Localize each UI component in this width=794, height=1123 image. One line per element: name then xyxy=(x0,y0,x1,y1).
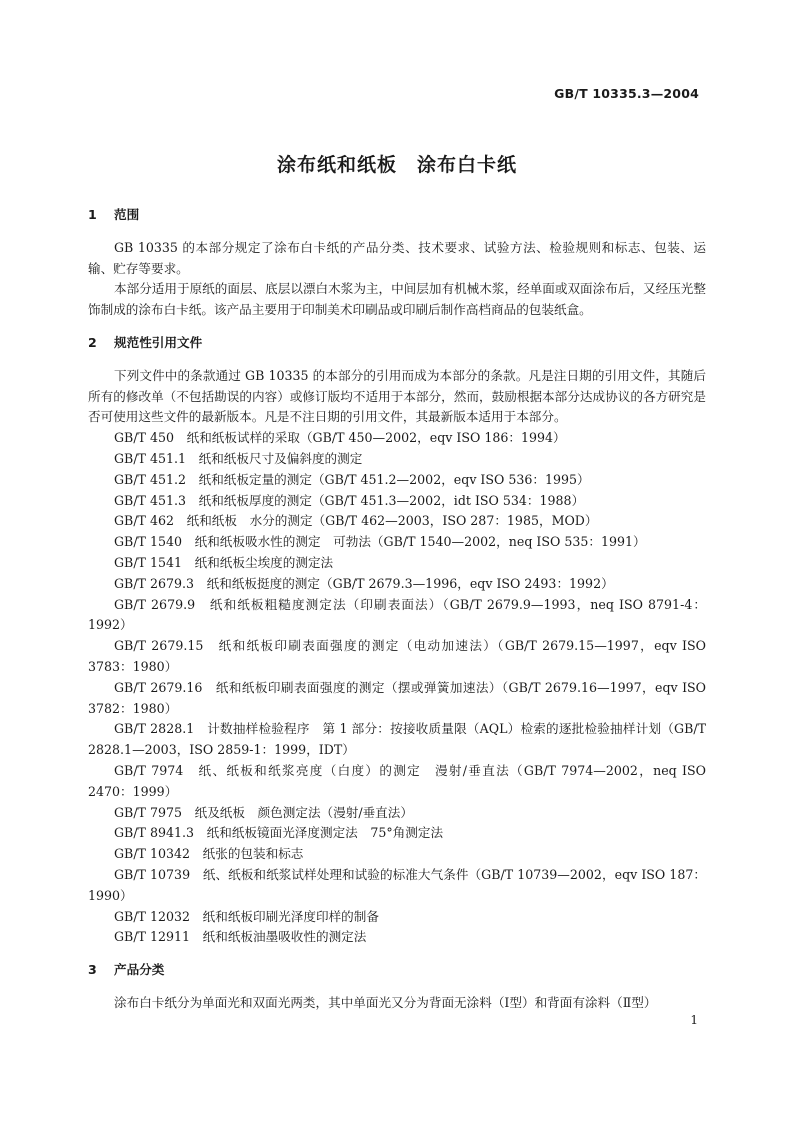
reference-gap xyxy=(174,430,187,445)
reference-code: GB/T 1541 xyxy=(114,554,183,570)
standard-number-header: GB/T 10335.3—2004 xyxy=(554,86,699,101)
reference-code: GB/T 2679.15 xyxy=(114,638,204,654)
reference-code: GB/T 2679.3 xyxy=(114,575,195,591)
reference-gap xyxy=(190,846,203,861)
reference-title: 纸和纸板印刷表面强度的测定（摆或弹簧加速法）（GB/T 2679.16—1997，eqv ISO 3782：1980） xyxy=(88,679,706,716)
reference-title: 纸和纸板油墨吸收性的测定法 xyxy=(202,929,367,945)
reference-title: 纸和纸板吸水性的测定 可勃法（GB/T 1540—2002，neq ISO 535：1991） xyxy=(194,534,646,550)
reference-item xyxy=(88,803,706,824)
reference-title: 纸和纸板定量的测定（GB/T 451.2—2002，eqv ISO 536：1995） xyxy=(198,471,590,487)
reference-title: 纸和纸板尘埃度的测定法 xyxy=(194,554,334,570)
reference-gap xyxy=(182,555,195,570)
reference-item xyxy=(88,719,706,761)
reference-gap xyxy=(194,825,207,840)
reference-item xyxy=(88,865,706,907)
reference-title: 纸和纸板印刷表面强度的测定（电动加速法）（GB/T 2679.15—1997，eqv ISO 3783：1980） xyxy=(88,638,706,674)
section-title: 范围 xyxy=(114,207,140,222)
reference-title: 纸、纸板和纸浆试样处理和试验的标准大气条件（GB/T 10739—2002，eqv ISO 187：1990） xyxy=(88,866,706,903)
section-title: 产品分类 xyxy=(114,962,165,978)
reference-code: GB/T 7974 xyxy=(114,762,184,778)
reference-gap xyxy=(186,451,199,466)
reference-title: 纸和纸板挺度的测定（GB/T 2679.3—1996，eqv ISO 2493：1992） xyxy=(206,575,614,591)
reference-item xyxy=(88,927,706,948)
reference-gap xyxy=(182,805,195,820)
reference-gap xyxy=(186,493,199,508)
reference-title: 纸和纸板厚度的测定（GB/T 451.3—2002，idt ISO 534：1988） xyxy=(198,492,585,508)
reference-gap xyxy=(190,929,203,944)
scope-paragraph-1: GB 10335 的本部分规定了涂布白卡纸的产品分类、技术要求、试验方法、检验规则和标志、包装、运输、贮存等要求。 xyxy=(88,239,706,276)
reference-item xyxy=(88,470,706,491)
reference-title: 纸及纸板 颜色测定法（漫射/垂直法） xyxy=(194,804,413,820)
reference-gap xyxy=(195,597,210,612)
reference-item xyxy=(88,574,706,595)
reference-list xyxy=(88,428,706,948)
section-number: 2 xyxy=(88,334,97,350)
reference-title: 纸和纸板印刷光泽度印样的制备 xyxy=(202,908,379,924)
section-heading-scope xyxy=(88,205,706,226)
reference-code: GB/T 10342 xyxy=(114,846,191,862)
section-number: 3 xyxy=(88,962,97,978)
reference-gap xyxy=(202,680,215,695)
section-number: 1 xyxy=(88,207,97,222)
reference-gap xyxy=(203,638,218,653)
reference-gap xyxy=(182,534,195,549)
reference-code: GB/T 8941.3 xyxy=(114,825,195,841)
reference-item xyxy=(88,491,706,512)
reference-item xyxy=(88,636,706,678)
reference-item xyxy=(88,511,706,532)
reference-code: GB/T 451.1 xyxy=(114,450,187,466)
section-heading-classification xyxy=(88,960,706,981)
reference-gap xyxy=(186,472,199,487)
reference-title: 计数抽样检验程序 第 1 部分：按接收质量限（AQL）检索的逐批检验抽样计划（GB/T 2828.1—2003，ISO 2859-1：1999，IDT） xyxy=(88,721,707,758)
reference-title: 纸和纸板 水分的测定（GB/T 462—2003，ISO 287：1985，MOD） xyxy=(186,513,598,529)
reference-item xyxy=(88,553,706,574)
scope-paragraph-2: 本部分适用于原纸的面层、底层以漂白木浆为主，中间层加有机械木浆，经单面或双面涂布后，又经压光整饰制成的涂布白卡纸。该产品主要用于印制美术印刷品或印刷后制作高档商品的包装纸盒。 xyxy=(88,281,706,318)
reference-code: GB/T 450 xyxy=(114,430,174,446)
reference-item xyxy=(88,678,706,720)
reference-title: 纸和纸板尺寸及偏斜度的测定 xyxy=(198,450,363,466)
reference-gap xyxy=(194,721,207,736)
reference-code: GB/T 7975 xyxy=(114,804,183,820)
reference-title: 纸和纸板镜面光泽度测定法 75°角测定法 xyxy=(206,825,444,841)
reference-code: GB/T 462 xyxy=(114,513,174,529)
reference-code: GB/T 2679.9 xyxy=(114,596,196,612)
reference-title: 纸和纸板试样的采取（GB/T 450—2002，eqv ISO 186：1994） xyxy=(186,430,566,446)
document-title: 涂布纸和纸板 涂布白卡纸 xyxy=(276,154,517,176)
reference-gap xyxy=(190,909,203,924)
reference-item xyxy=(88,595,706,637)
reference-title: 纸、纸板和纸浆亮度（白度）的测定 漫射/垂直法（GB/T 7974—2002，neq ISO 2470：1999） xyxy=(88,762,706,799)
reference-code: GB/T 12911 xyxy=(114,929,191,945)
reference-item xyxy=(88,428,706,449)
reference-item xyxy=(88,761,706,803)
reference-code: GB/T 12032 xyxy=(114,908,191,924)
page-number: 1 xyxy=(690,1013,698,1027)
reference-item xyxy=(88,449,706,470)
section-heading-references xyxy=(88,333,706,354)
reference-gap xyxy=(190,867,203,882)
document-body xyxy=(88,205,706,1014)
reference-gap xyxy=(174,513,187,528)
reference-code: GB/T 2828.1 xyxy=(114,721,195,737)
reference-code: GB/T 1540 xyxy=(114,534,183,550)
reference-code: GB/T 2679.16 xyxy=(114,679,203,695)
reference-title: 纸和纸板粗糙度测定法（印刷表面法）（GB/T 2679.9—1993，neq ISO 8791-4：1992） xyxy=(88,596,707,633)
reference-item xyxy=(88,907,706,928)
reference-title: 纸张的包装和标志 xyxy=(202,846,304,862)
reference-item xyxy=(88,532,706,553)
reference-gap xyxy=(183,763,198,778)
references-intro: 下列文件中的条款通过 GB 10335 的本部分的引用而成为本部分的条款。凡是注日期的引用文件，其随后所有的修改单（不包括勘误的内容）或修订版均不适用于本部分，然而，鼓励根据本部分达成协议的各方研究是否可使用这些文件的最新版本。凡是不注日期的引用文件，其最新版本适用于本部分。 xyxy=(88,367,706,425)
reference-code: GB/T 451.2 xyxy=(114,471,187,487)
reference-code: GB/T 10739 xyxy=(114,866,191,882)
reference-gap xyxy=(194,576,207,591)
section-title: 规范性引用文件 xyxy=(114,334,203,350)
reference-item xyxy=(88,844,706,865)
classification-paragraph: 涂布白卡纸分为单面光和双面光两类，其中单面光又分为背面无涂料（Ⅰ型）和背面有涂料（Ⅱ型） xyxy=(114,994,657,1010)
reference-code: GB/T 451.3 xyxy=(114,492,187,508)
reference-item xyxy=(88,823,706,844)
